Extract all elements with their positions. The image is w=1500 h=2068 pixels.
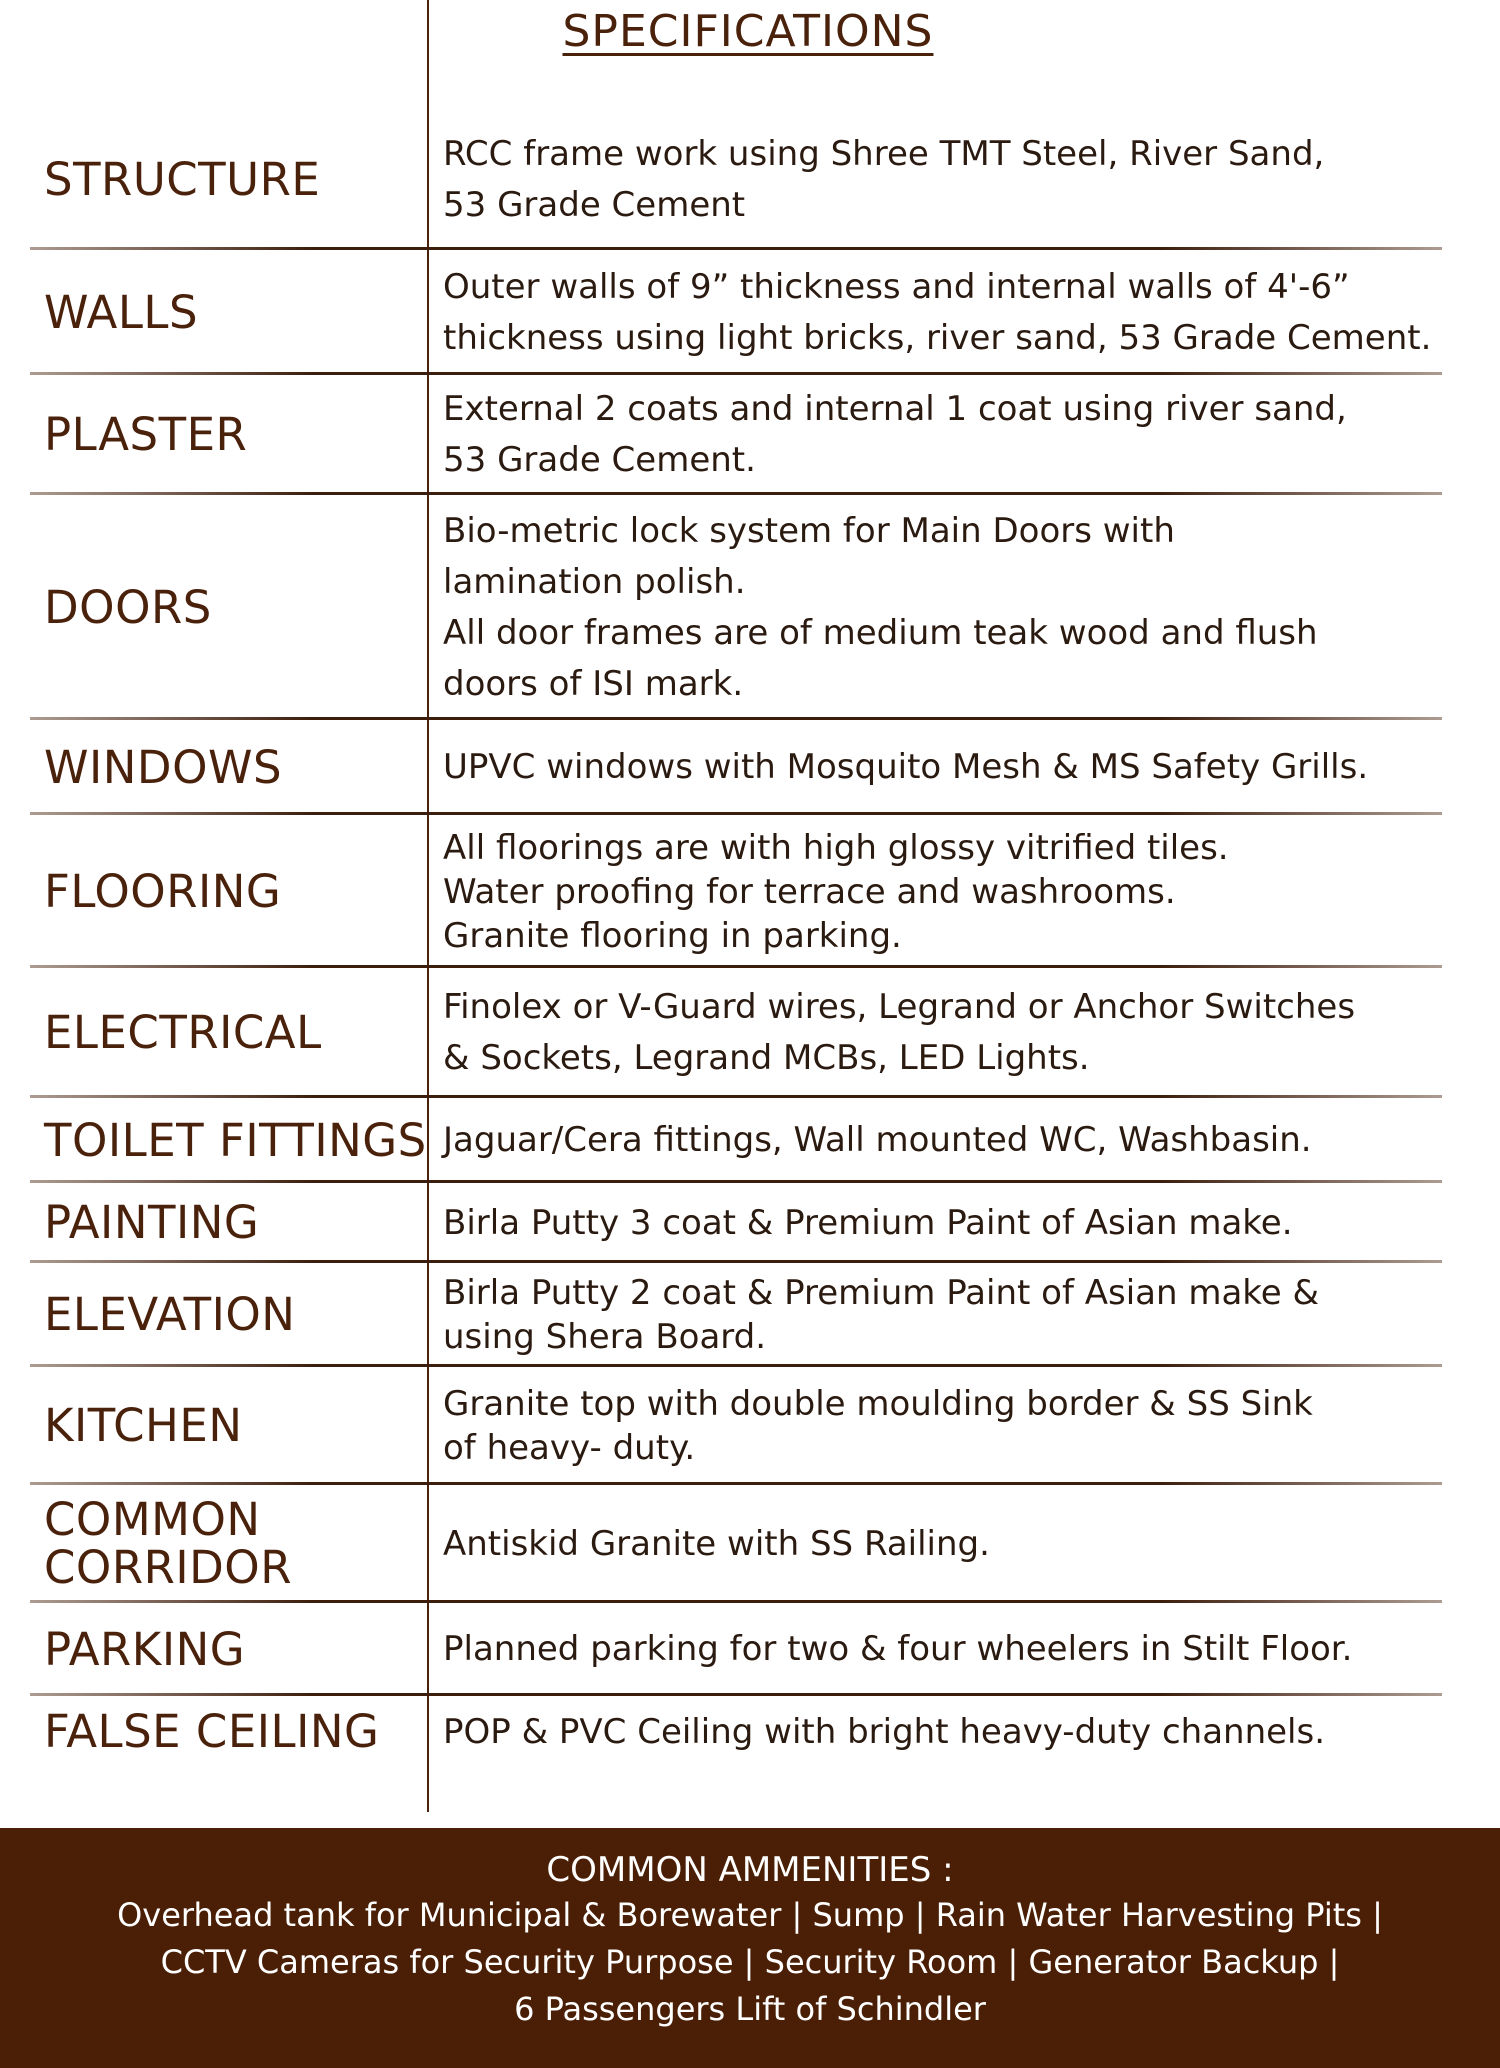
spec-row-parking — [30, 1603, 1442, 1696]
page-title-text: SPECIFICATIONS — [562, 6, 934, 57]
spec-label: FLOORING — [44, 864, 282, 918]
amenities-line: 6 Passengers Lift of Schindler — [514, 1990, 986, 2028]
spec-description: RCC frame work using Shree TMT Steel, River Sand, 53 Grade Cement — [443, 134, 1325, 225]
spec-description: Finolex or V-Guard wires, Legrand or Anchor Switches & Sockets, Legrand MCBs, LED Lights. — [443, 987, 1356, 1078]
spec-description: Granite top with double moulding border & SS Sink of heavy- duty. — [443, 1384, 1313, 1468]
spec-description: Bio-metric lock system for Main Doors with lamination polish. All door frames are of medium teak wood and flush doors of ISI mark. — [443, 510, 1318, 704]
spec-row-elevation — [30, 1263, 1442, 1367]
spec-label: TOILET FITTINGS — [44, 1113, 427, 1167]
spec-description: Birla Putty 2 coat & Premium Paint of Asian make & using Shera Board. — [443, 1273, 1320, 1357]
spec-label: COMMON CORRIDOR — [44, 1493, 292, 1594]
spec-row-kitchen — [30, 1367, 1442, 1485]
spec-description: POP & PVC Ceiling with bright heavy-duty channels. — [443, 1711, 1326, 1752]
spec-description: Birla Putty 3 coat & Premium Paint of Asian make. — [443, 1202, 1293, 1243]
page-title — [0, 6, 1500, 57]
spec-row-toilet-fittings — [30, 1098, 1442, 1183]
spec-row-walls — [30, 250, 1442, 375]
spec-label: PLASTER — [44, 408, 248, 461]
spec-label: WALLS — [44, 285, 199, 339]
spec-label: ELECTRICAL — [44, 1006, 322, 1059]
spec-row-windows — [30, 720, 1442, 815]
spec-description: Planned parking for two & four wheelers in Stilt Floor. — [443, 1629, 1353, 1669]
spec-label: KITCHEN — [44, 1399, 243, 1452]
spec-label: PAINTING — [44, 1196, 260, 1249]
spec-label: STRUCTURE — [44, 153, 321, 206]
spec-row-painting — [30, 1183, 1442, 1263]
spec-label: DOORS — [44, 580, 212, 634]
spec-description: Jaguar/Cera fittings, Wall mounted WC, Washbasin. — [443, 1120, 1312, 1160]
spec-row-doors — [30, 495, 1442, 720]
spec-label: ELEVATION — [44, 1288, 296, 1341]
spec-description: External 2 coats and internal 1 coat using river sand, 53 Grade Cement. — [443, 389, 1347, 480]
spec-label: WINDOWS — [44, 740, 283, 794]
spec-description: Outer walls of 9” thickness and internal walls of 4'-6” thickness using light bricks, river sand, 53 Grade Cement. — [443, 266, 1432, 358]
spec-row-electrical — [30, 968, 1442, 1098]
spec-row-common-corridor — [30, 1485, 1442, 1603]
spec-label: PARKING — [44, 1622, 246, 1676]
spec-label: FALSE CEILING — [44, 1705, 380, 1758]
amenities-line: Overhead tank for Municipal & Borewater | Sump | Rain Water Harvesting Pits | — [117, 1896, 1383, 1934]
amenities-banner — [0, 1828, 1500, 2068]
amenities-line: CCTV Cameras for Security Purpose | Security Room | Generator Backup | — [160, 1943, 1340, 1981]
spec-row-structure — [30, 110, 1442, 250]
spec-row-false-ceiling — [30, 1696, 1442, 1768]
amenities-title: COMMON AMMENITIES : — [546, 1850, 954, 1890]
spec-row-flooring — [30, 815, 1442, 968]
spec-row-plaster — [30, 375, 1442, 495]
spec-description: UPVC windows with Mosquito Mesh & MS Safety Grills. — [443, 747, 1369, 787]
spec-description: All floorings are with high glossy vitrified tiles. Water proofing for terrace and washrooms. Granite flooring in parking. — [443, 827, 1229, 956]
spec-description: Antiskid Granite with SS Railing. — [443, 1523, 990, 1564]
